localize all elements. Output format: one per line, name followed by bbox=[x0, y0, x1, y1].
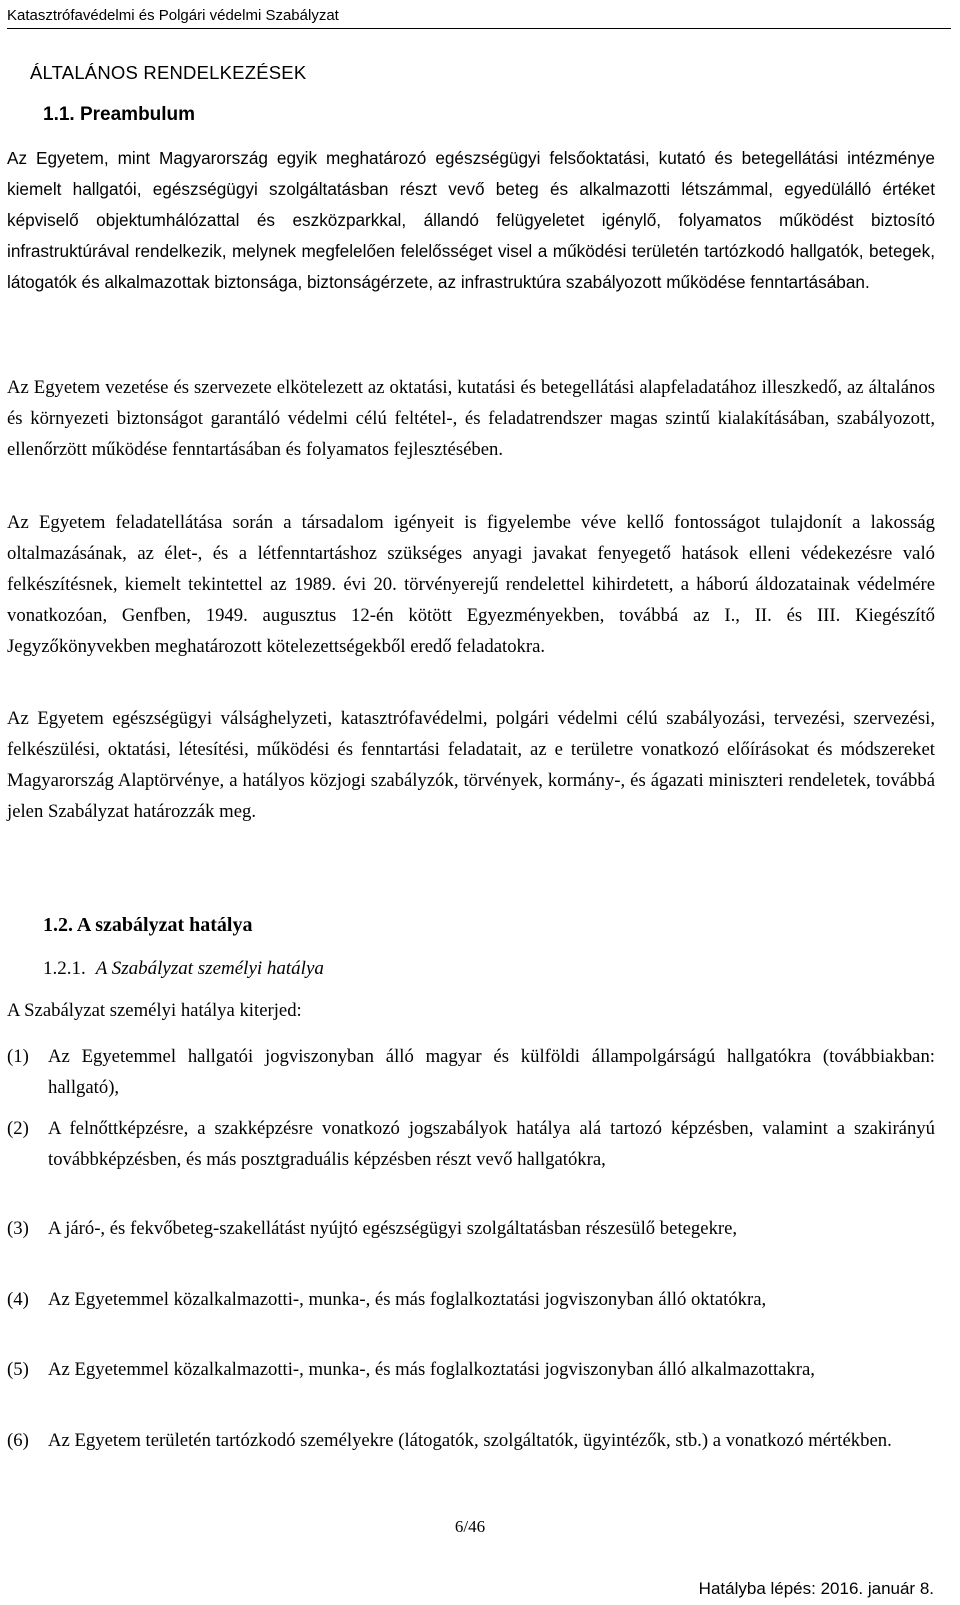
list-item-number: (6) bbox=[7, 1430, 29, 1451]
subsection-name: A Szabályzat személyi hatálya bbox=[95, 958, 324, 979]
list-item-text: Az Egyetemmel közalkalmazotti-, munka-, és más foglalkoztatási jogviszonyban álló oktatókra, bbox=[48, 1289, 767, 1310]
list-item-number: (3) bbox=[7, 1218, 29, 1239]
page-number: 6/46 bbox=[454, 1517, 486, 1536]
list-item bbox=[7, 1113, 935, 1175]
subsection-number: 1.2.1. bbox=[43, 958, 86, 979]
list-item-text: Az Egyetem területén tartózkodó személyekre (látogatók, szolgáltatók, ügyintézők, stb.) a vonatkozó mértékben. bbox=[48, 1430, 892, 1451]
list-item bbox=[7, 1284, 935, 1315]
paragraph-1: Az Egyetem, mint Magyarország egyik meghatározó egészségügyi felsőoktatási, kutató és betegellátási intézménye kiemelt hallgatói, egészségügyi szolgáltatásban részt vevő beteg és alkalmazotti létszámmal, egyedülálló értéket képviselő objektumhálózattal és eszközparkkal, állandó felügyeletet igénylő, folyamatos működést biztosító infrastruktúrával rendelkezik, melynek megfelelően felelősséget visel a működési területén tartózkodó hallgatók, betegek, látogatók és alkalmazottak biztonsága, biztonságérzete, az infrastruktúra szabályozott működése fenntartásában. bbox=[7, 148, 935, 292]
list-item-number: (2) bbox=[7, 1118, 29, 1139]
list-item-text: Az Egyetemmel közalkalmazotti-, munka-, és más foglalkoztatási jogviszonyban álló alkalmazottakra, bbox=[48, 1359, 815, 1380]
effective-date: Hatályba lépés: 2016. január 8. bbox=[698, 1579, 934, 1598]
list-item bbox=[7, 1425, 935, 1456]
list-item-number: (4) bbox=[7, 1289, 29, 1310]
list-item-text: A felnőttképzésre, a szakképzésre vonatkozó jogszabályok hatálya alá tartozó képzésben, valamint a szakirányú továbbképzésben, és más posztgraduális képzésben részt vevő hallgatókra, bbox=[48, 1118, 935, 1170]
paragraph-2: Az Egyetem vezetése és szervezete elkötelezett az oktatási, kutatási és betegellátási alapfeladatához illeszkedő, az általános és környezeti biztonságot garantáló védelmi célú feltétel-, és feladatrendszer magas szintű kialakításában, szabályozott, ellenőrzött működése fenntartásában és folyamatos fejlesztésében. bbox=[7, 377, 935, 460]
document-header bbox=[7, 6, 951, 29]
paragraph-3: Az Egyetem feladatellátása során a társadalom igényeit is figyelembe véve kellő fontosságot tulajdonít a lakosság oltalmazásának, az élet-, és a létfenntartáshoz szükséges anyagi javakat fenyegető hatások elleni védekezésre való felkészítésnek, kiemelt tekintettel az 1989. évi 20. törvényerejű rendelettel kihirdetett, a háború áldozatainak védelmére vonatkozóan, Genfben, 1949. augusztus 12-én kötött Egyezményekben, továbbá az I., II. és III. Kiegészítő Jegyzőkönyvekben meghatározott kötelezettségekből eredő feladatokra. bbox=[7, 512, 935, 657]
list-item bbox=[7, 1354, 935, 1385]
list-item bbox=[7, 1041, 935, 1103]
list-item bbox=[7, 1213, 935, 1244]
section-title: ÁLTALÁNOS RENDELKEZÉSEK bbox=[30, 62, 307, 83]
scope-lead-text: A Szabályzat személyi hatálya kiterjed: bbox=[7, 1000, 302, 1021]
subsection-title-preambulum: 1.1. Preambulum bbox=[43, 104, 196, 125]
list-item-text: Az Egyetemmel hallgatói jogviszonyban álló magyar és külföldi állampolgárságú hallgatókra (továbbiakban: hallgató), bbox=[48, 1046, 935, 1098]
header-title: Katasztrófavédelmi és Polgári védelmi Szabályzat bbox=[7, 7, 339, 24]
subsection-title-hatalya: 1.2. A szabályzat hatálya bbox=[43, 914, 253, 936]
list-item-number: (1) bbox=[7, 1046, 29, 1067]
paragraph-4: Az Egyetem egészségügyi válsághelyzeti, katasztrófavédelmi, polgári védelmi célú szabályozási, tervezési, szervezési, felkészülési, oktatási, létesítési, működési és fenntartási feladatait, az e területre vonatkozó előírásokat és módszereket Magyarország Alaptörvénye, a hatályos közjogi szabályzók, törvények, kormány-, és ágazati miniszteri rendeletek, továbbá jelen Szabályzat határozzák meg. bbox=[7, 708, 935, 822]
subsection-title-szemelyi-hatalya bbox=[43, 958, 324, 980]
list-item-number: (5) bbox=[7, 1359, 29, 1380]
list-item-text: A járó-, és fekvőbeteg-szakellátást nyújtó egészségügyi szolgáltatásban részesülő betegekre, bbox=[48, 1218, 738, 1239]
